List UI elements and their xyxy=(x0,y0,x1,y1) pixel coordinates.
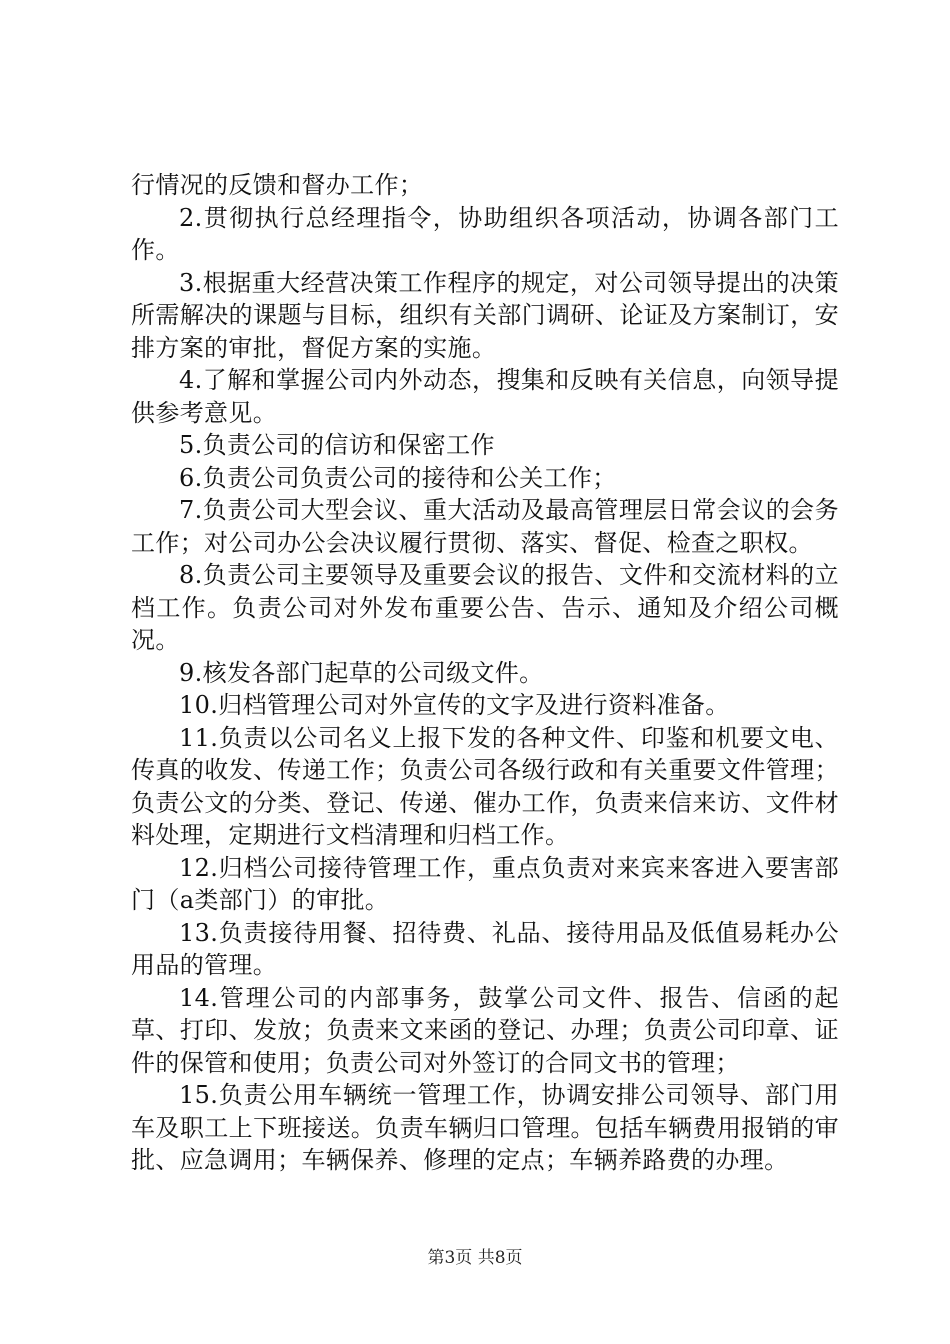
page-number-footer: 第3页 共8页 xyxy=(427,1248,523,1268)
paragraph-item-2: 2.贯彻执行总经理指令，协助组织各项活动，协调各部门工作。 xyxy=(131,203,839,264)
paragraph-item-11: 11.负责以公司名义上报下发的各种文件、印鉴和机要文电、传真的收发、传递工作；负责公司各级行政和有关重要文件管理；负责公文的分类、登记、传递、催办工作，负责来信来访、文件材料处理，定期进行文档清理和归档工作。 xyxy=(131,723,839,849)
paragraph-item-5: 5.负责公司的信访和保密工作 xyxy=(179,431,495,459)
paragraph-item-10: 10.归档管理公司对外宣传的文字及进行资料准备。 xyxy=(179,691,730,719)
paragraph-item-12: 12.归档公司接待管理工作，重点负责对来宾来客进入要害部门（a类部门）的审批。 xyxy=(131,853,839,914)
paragraph-item-6: 6.负责公司负责公司的接待和公关工作； xyxy=(179,463,617,492)
paragraph-item-8: 8.负责公司主要领导及重要会议的报告、文件和交流材料的立档工作。负责公司对外发布重要公告、告示、通知及介绍公司概况。 xyxy=(131,561,839,654)
document-body xyxy=(131,169,839,1177)
paragraph-item-7: 7.负责公司大型会议、重大活动及最高管理层日常会议的会务工作；对公司办公会决议履行贯彻、落实、督促、检查之职权。 xyxy=(131,496,839,557)
paragraph-item-14: 14.管理公司的内部事务，鼓掌公司文件、报告、信函的起草、打印、发放；负责来文来函的登记、办理；负责公司印章、证件的保管和使用；负责公司对外签订的合同文书的管理； xyxy=(131,983,839,1077)
paragraph-item-4: 4.了解和掌握公司内外动态，搜集和反映有关信息，向领导提供参考意见。 xyxy=(131,366,839,427)
paragraph-item-9: 9.核发各部门起草的公司级文件。 xyxy=(179,658,544,687)
paragraph-continuation: 行情况的反馈和督办工作； xyxy=(131,171,424,199)
paragraph-item-3: 3.根据重大经营决策工作程序的规定，对公司领导提出的决策所需解决的课题与目标，组织有关部门调研、论证及方案制订，安排方案的审批，督促方案的实施。 xyxy=(131,268,839,362)
paragraph-item-15: 15.负责公用车辆统一管理工作，协调安排公司领导、部门用车及职工上下班接送。负责车辆归口管理。包括车辆费用报销的审批、应急调用；车辆保养、修理的定点；车辆养路费的办理。 xyxy=(131,1081,839,1174)
paragraph-item-13: 13.负责接待用餐、招待费、礼品、接待用品及低值易耗办公用品的管理。 xyxy=(131,918,839,979)
